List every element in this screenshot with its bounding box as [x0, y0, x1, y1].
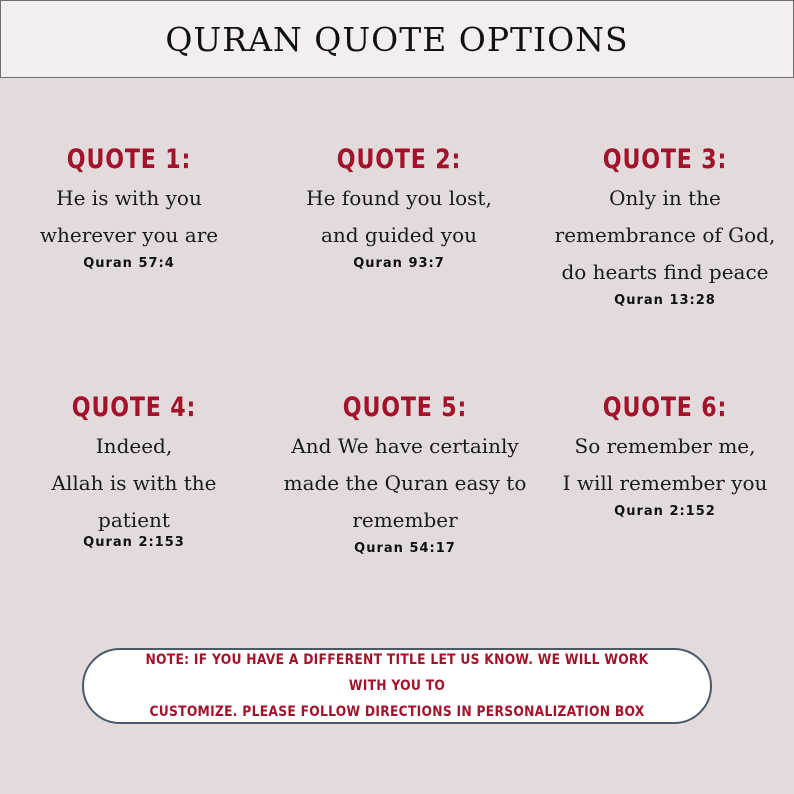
page-header [0, 0, 794, 78]
quote-line: He is with you [56, 186, 202, 210]
quote-reference: Quran 2:153 [83, 535, 185, 550]
quote-card-5 [280, 388, 530, 556]
quote-reference: Quran 57:4 [83, 256, 175, 271]
quote-label: QUOTE 3: [602, 144, 728, 175]
quote-label: QUOTE 4: [71, 392, 197, 423]
quote-card-2 [274, 140, 524, 271]
note-line-1: NOTE: IF YOU HAVE A DIFFERENT TITLE LET US KNOW. WE WILL WORK WITH YOU TO [145, 652, 649, 694]
quote-line: do hearts find peace [561, 260, 769, 284]
note-text [139, 647, 655, 725]
quote-line: He found you lost, [306, 186, 492, 210]
quote-reference: Quran 93:7 [353, 256, 445, 271]
quote-card-3 [540, 140, 790, 308]
quote-label: QUOTE 6: [602, 392, 728, 423]
quote-reference: Quran 13:28 [614, 293, 716, 308]
quote-label: QUOTE 2: [336, 144, 462, 175]
quote-line: patient [98, 508, 170, 532]
quote-line: remembrance of God, [554, 223, 776, 247]
quote-line: I will remember you [562, 471, 768, 495]
quote-line: remember [352, 508, 458, 532]
quote-line: made the Quran easy to [283, 471, 527, 495]
note-line-2: CUSTOMIZE. PLEASE FOLLOW DIRECTIONS IN PERSONALIZATION BOX [149, 704, 645, 720]
quote-label: QUOTE 5: [342, 392, 468, 423]
quote-reference: Quran 2:152 [614, 504, 716, 519]
page-title: QURAN QUOTE OPTIONS [165, 19, 629, 59]
note-box [82, 648, 712, 724]
quote-reference: Quran 54:17 [354, 541, 456, 556]
quote-card-1 [4, 140, 254, 271]
quote-card-4 [9, 388, 259, 550]
quote-card-6 [540, 388, 790, 519]
quote-line: And We have certainly [291, 434, 519, 458]
quote-label: QUOTE 1: [66, 144, 192, 175]
quote-line: Only in the [609, 186, 721, 210]
quote-line: and guided you [320, 223, 478, 247]
quote-line: Allah is with the [51, 471, 217, 495]
quote-line: So remember me, [574, 434, 756, 458]
quote-line: Indeed, [95, 434, 173, 458]
quote-line: wherever you are [39, 223, 219, 247]
